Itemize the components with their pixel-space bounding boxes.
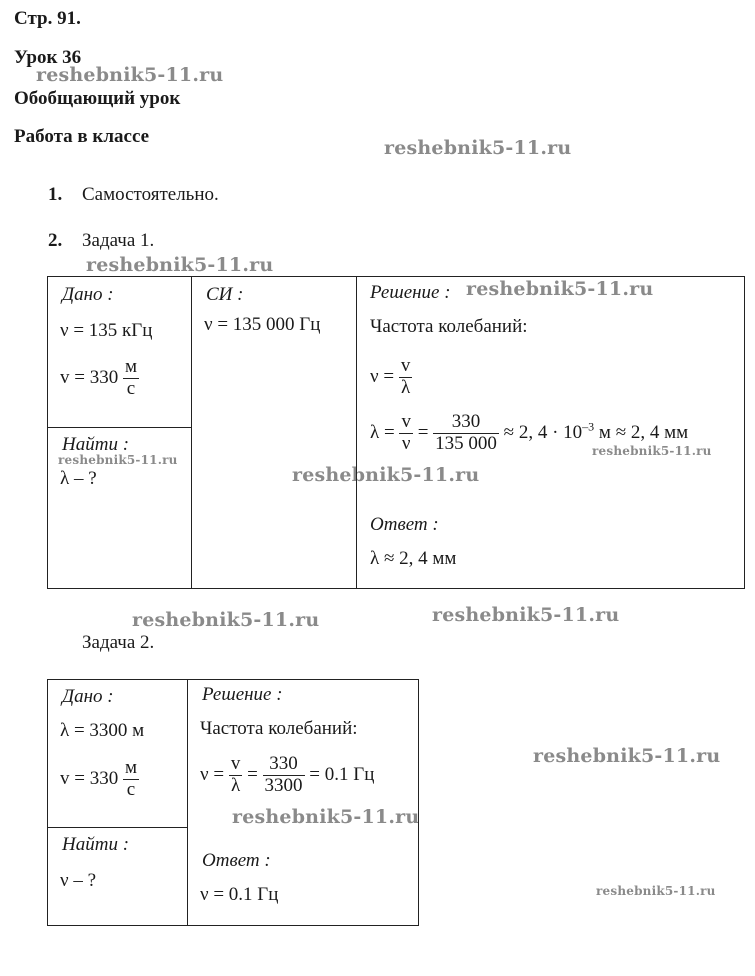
watermark: reshebnik5-11.ru <box>596 884 716 898</box>
formula-lhs: ν = <box>370 365 395 387</box>
item-text: Самостоятельно. <box>82 184 219 205</box>
row-divider <box>47 427 192 428</box>
given-frequency: ν = 135 кГц <box>60 320 153 341</box>
find-value: ν – ? <box>60 870 97 891</box>
fraction-numerator: 330 <box>263 754 305 776</box>
watermark: reshebnik5-11.ru <box>592 444 712 458</box>
given-speed <box>60 357 139 400</box>
given-label: Дано : <box>62 686 114 707</box>
watermark: reshebnik5-11.ru <box>384 137 572 159</box>
given-label: Дано : <box>62 284 114 305</box>
exponent: –3 <box>582 419 595 434</box>
find-value: λ – ? <box>60 468 97 489</box>
fraction-denominator: 3300 <box>264 774 303 796</box>
formula-fraction <box>399 356 413 399</box>
answer-label: Ответ : <box>370 514 439 535</box>
column-divider <box>187 679 188 926</box>
formula-fraction <box>229 754 243 797</box>
watermark: reshebnik5-11.ru <box>232 806 420 828</box>
fraction-numerator: v <box>400 355 411 376</box>
section-title: Работа в классе <box>14 126 150 147</box>
formula-fraction <box>433 412 499 455</box>
answer-value: λ ≈ 2, 4 мм <box>370 548 457 569</box>
fraction-denominator: λ <box>400 376 411 398</box>
fraction-numerator: 330 <box>433 412 499 434</box>
watermark: reshebnik5-11.ru <box>533 745 721 767</box>
solution-label: Решение : <box>370 282 451 303</box>
solution-text: Частота колебаний: <box>370 316 528 337</box>
formula-fraction <box>263 754 305 797</box>
task-1-title: Задача 1. <box>82 230 155 251</box>
unit-numerator: м <box>124 356 137 377</box>
result-unit: м ≈ 2, 4 мм <box>594 421 689 443</box>
column-divider <box>191 276 192 589</box>
formula-lhs: λ = <box>370 421 395 443</box>
formula-frequency <box>200 754 374 797</box>
given-wavelength: λ = 3300 м <box>60 720 145 741</box>
equals-sign: = <box>417 421 429 443</box>
approx-value: ≈ 2, 4 · 10 <box>503 421 583 443</box>
equals-sign: = <box>247 763 258 785</box>
formula-wavelength <box>370 412 688 455</box>
solution-text: Частота колебаний: <box>200 718 358 739</box>
watermark: reshebnik5-11.ru <box>58 453 178 467</box>
fraction-denominator: 135 000 <box>435 432 497 454</box>
column-divider <box>356 276 357 589</box>
solution-label: Решение : <box>202 684 283 705</box>
unit-denominator: с <box>126 778 136 800</box>
unit-fraction <box>123 758 139 801</box>
fraction-denominator: ν <box>401 432 411 454</box>
item-number: 1. <box>48 184 63 205</box>
unit-numerator: м <box>124 757 137 778</box>
page-number: Стр. 91. <box>14 8 81 29</box>
find-label: Найти : <box>62 434 130 455</box>
fraction-numerator: v <box>230 753 241 774</box>
answer-value: ν = 0.1 Гц <box>200 884 279 905</box>
given-speed <box>60 758 139 801</box>
fraction-numerator: v <box>401 411 411 432</box>
given-speed-value: v = 330 <box>60 767 119 789</box>
watermark: reshebnik5-11.ru <box>466 278 654 300</box>
fraction-denominator: λ <box>230 774 241 796</box>
item-number: 2. <box>48 230 63 251</box>
find-label: Найти : <box>62 834 130 855</box>
lesson-topic: Обобщающий урок <box>14 88 181 109</box>
task-2-title: Задача 2. <box>82 632 155 653</box>
row-divider <box>47 827 188 828</box>
watermark: reshebnik5-11.ru <box>432 604 620 626</box>
unit-denominator: с <box>126 377 136 399</box>
watermark: reshebnik5-11.ru <box>292 464 480 486</box>
formula-lhs: ν = <box>200 763 225 785</box>
given-speed-value: v = 330 <box>60 366 119 388</box>
watermark: reshebnik5-11.ru <box>36 64 224 86</box>
watermark: reshebnik5-11.ru <box>132 609 320 631</box>
watermark: reshebnik5-11.ru <box>86 254 274 276</box>
si-value: ν = 135 000 Гц <box>204 314 321 335</box>
formula-frequency <box>370 356 412 399</box>
lesson-title: Урок 36 <box>14 47 82 68</box>
formula-fraction <box>399 412 413 455</box>
answer-label: Ответ : <box>202 850 271 871</box>
si-label: СИ : <box>206 284 244 305</box>
unit-fraction <box>123 357 139 400</box>
result-value: = 0.1 Гц <box>309 763 375 785</box>
